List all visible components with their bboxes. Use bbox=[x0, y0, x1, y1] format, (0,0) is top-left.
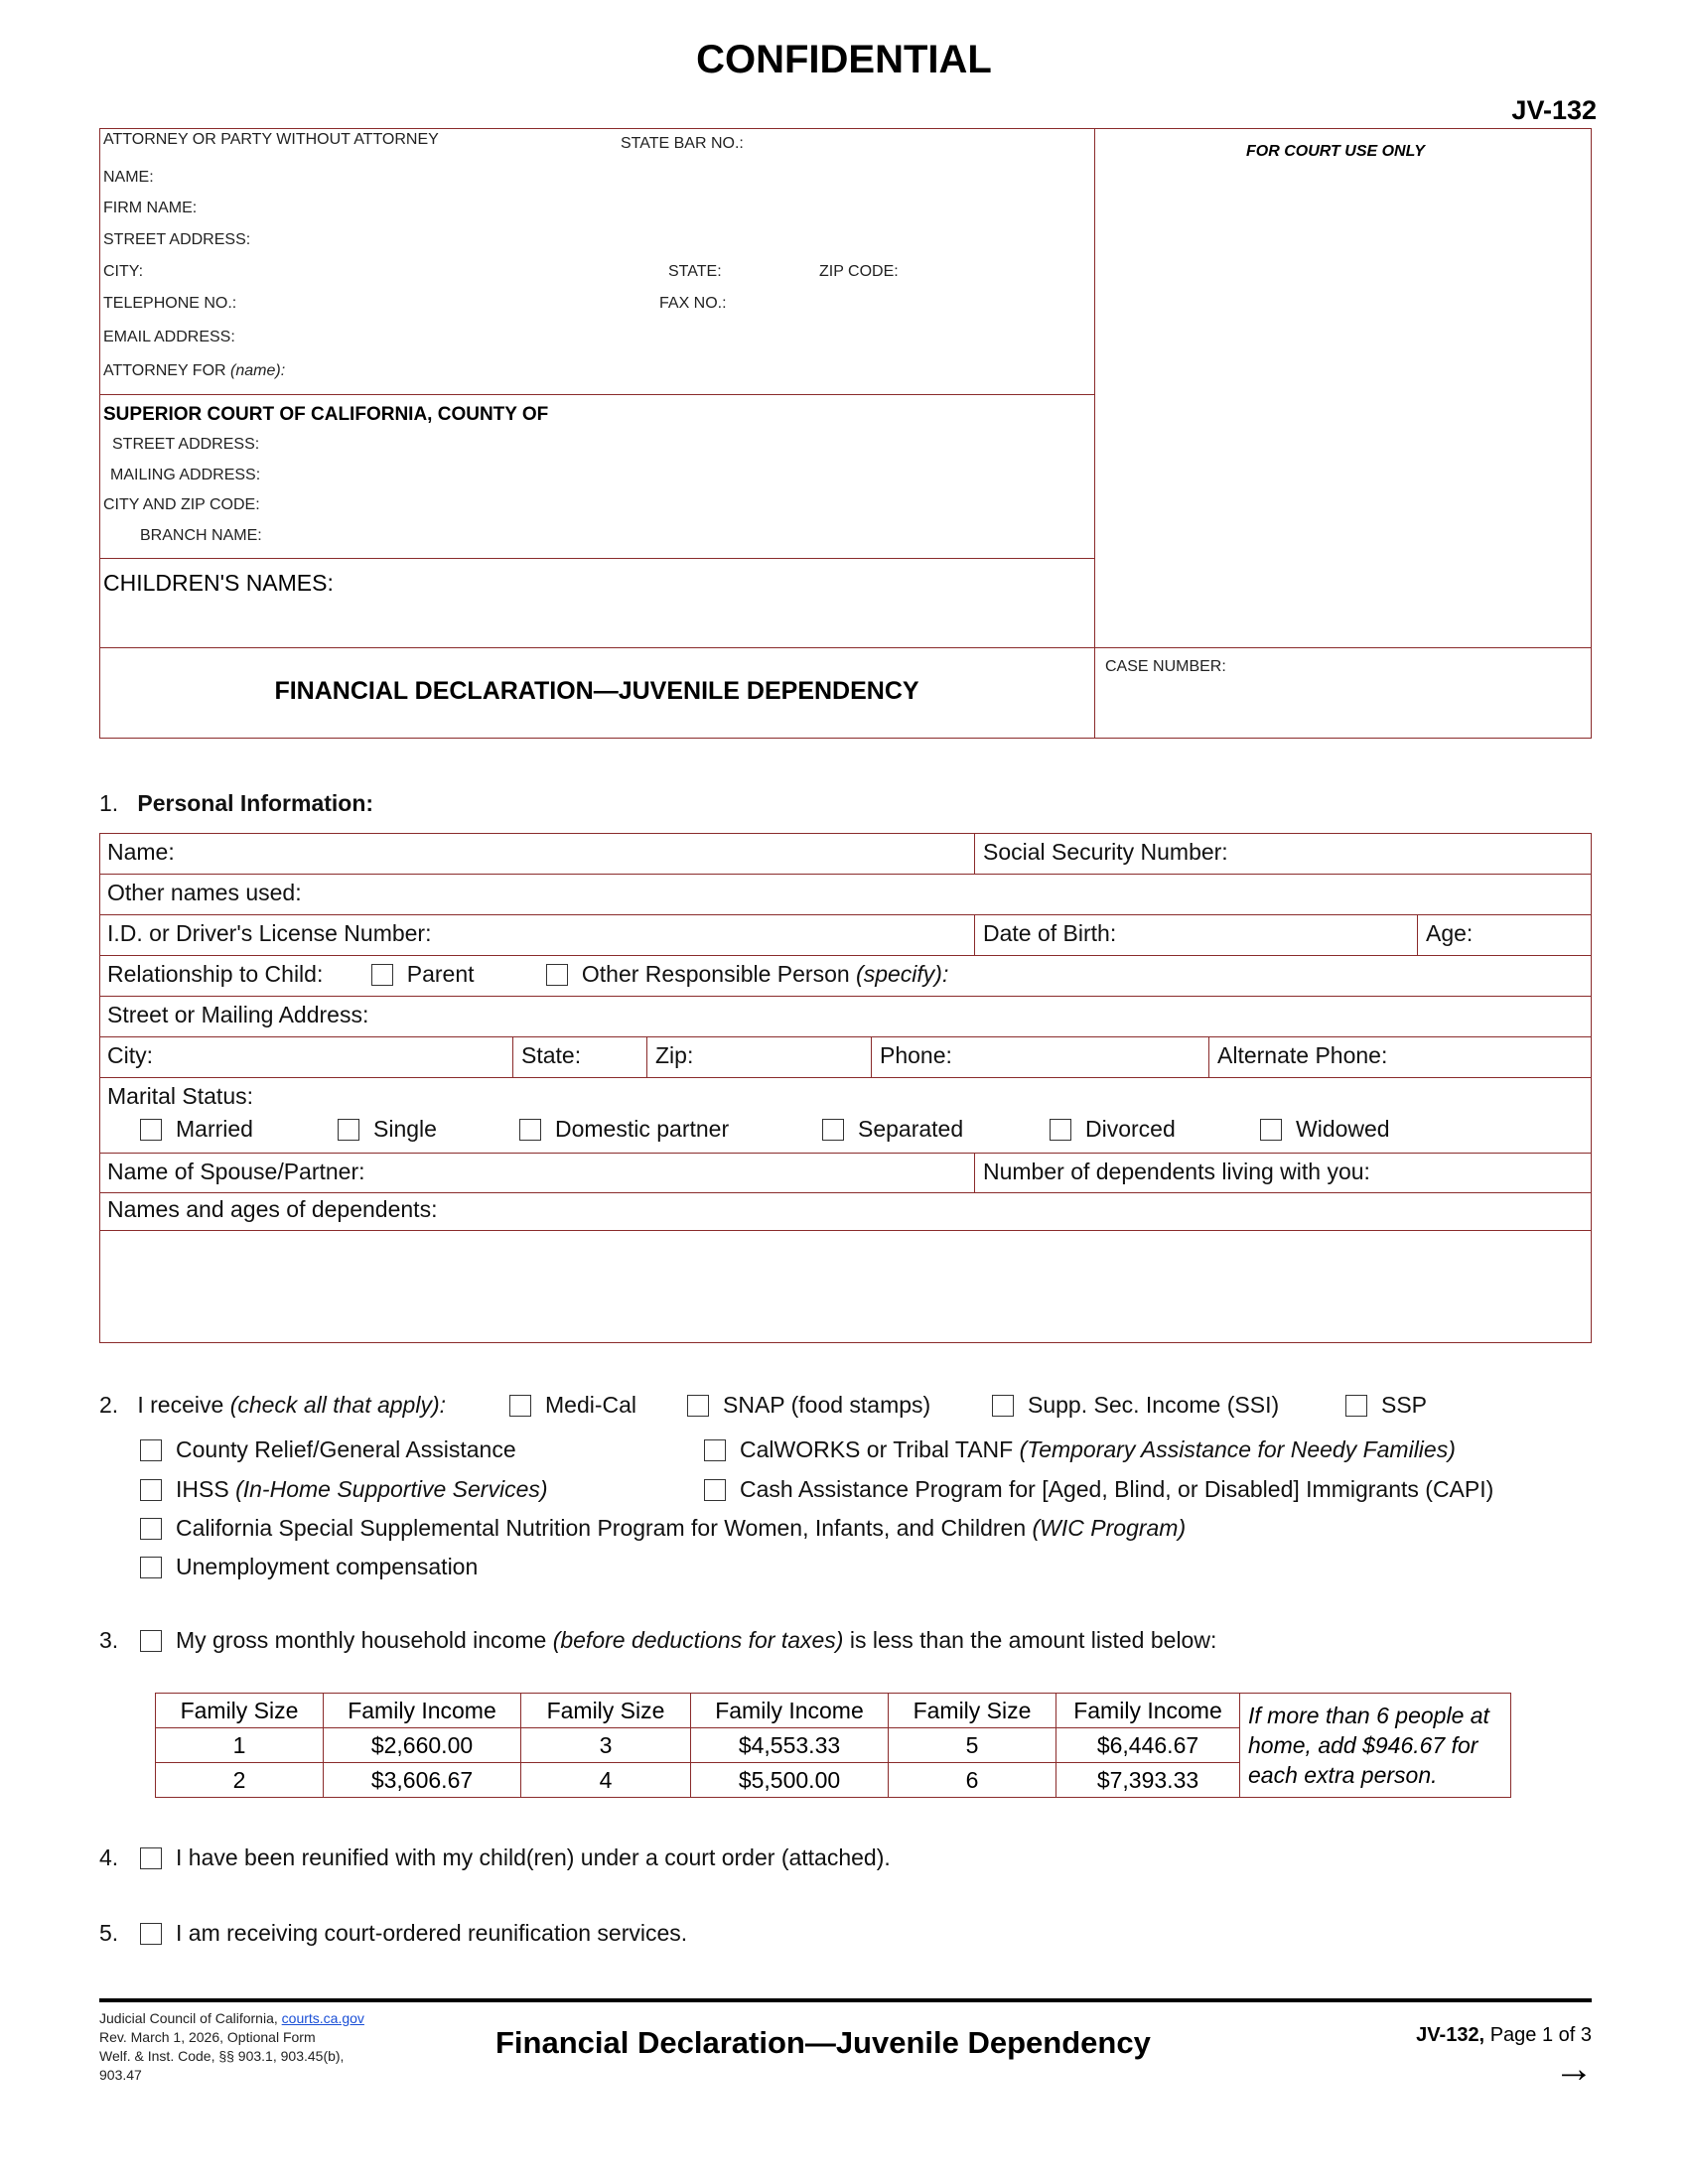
single-checkbox[interactable] bbox=[338, 1119, 359, 1141]
ssp-checkbox[interactable] bbox=[1345, 1395, 1367, 1417]
marital-single[interactable] bbox=[338, 1116, 437, 1143]
medi-cal-option[interactable] bbox=[509, 1392, 636, 1419]
ssi-checkbox[interactable] bbox=[992, 1395, 1014, 1417]
marital-widowed[interactable] bbox=[1260, 1116, 1390, 1143]
calworks-label: CalWORKS or Tribal TANF bbox=[740, 1436, 1014, 1462]
calworks-option[interactable] bbox=[704, 1436, 1456, 1463]
table-cell: $2,660.00 bbox=[324, 1728, 521, 1763]
next-page-arrow-icon[interactable]: → bbox=[1554, 2047, 1594, 2091]
relationship-row bbox=[107, 961, 948, 988]
court-title: SUPERIOR COURT OF CALIFORNIA, COUNTY OF bbox=[103, 404, 549, 425]
court-mailing-label[interactable]: MAILING ADDRESS: bbox=[110, 467, 261, 483]
table-cell: $7,393.33 bbox=[1056, 1763, 1240, 1798]
column-header: Family Size bbox=[521, 1694, 691, 1728]
separated-checkbox[interactable] bbox=[822, 1119, 844, 1141]
attorney-state-label[interactable]: STATE: bbox=[668, 263, 722, 280]
county-relief-label: County Relief/General Assistance bbox=[176, 1436, 516, 1462]
ihss-label: IHSS bbox=[176, 1476, 229, 1502]
footer-code2: 903.47 bbox=[99, 2067, 142, 2083]
section4-statement[interactable] bbox=[140, 1844, 891, 1871]
wic-label: California Special Supplemental Nutrition Program for Women, Infants, and Children bbox=[176, 1515, 1027, 1541]
attorney-for-note: (name): bbox=[230, 362, 286, 379]
section3-number: 3. bbox=[99, 1627, 119, 1653]
dependents-names-field[interactable]: Names and ages of dependents: bbox=[107, 1196, 438, 1222]
wic-option[interactable] bbox=[140, 1515, 1186, 1542]
footer-title: Financial Declaration—Juvenile Dependency bbox=[495, 2025, 1151, 2060]
married-label: Married bbox=[176, 1116, 253, 1142]
footer-page bbox=[1416, 2024, 1592, 2047]
footer-council: Judicial Council of California, bbox=[99, 2010, 278, 2026]
table-cell: 6 bbox=[889, 1763, 1056, 1798]
column-header: Family Income bbox=[691, 1694, 889, 1728]
personal-info-table bbox=[99, 833, 1592, 1343]
street-field[interactable]: Street or Mailing Address: bbox=[107, 1002, 369, 1027]
section2-intro-note: (check all that apply): bbox=[229, 1392, 447, 1418]
domestic-partner-checkbox[interactable] bbox=[519, 1119, 541, 1141]
section5-text: I am receiving court-ordered reunification services. bbox=[176, 1920, 688, 1946]
section4-number: 4. bbox=[99, 1844, 119, 1870]
ssn-field[interactable]: Social Security Number: bbox=[983, 839, 1228, 865]
ssi-label: Supp. Sec. Income (SSI) bbox=[1028, 1392, 1280, 1418]
parent-checkbox[interactable] bbox=[371, 964, 393, 986]
ssp-option[interactable] bbox=[1345, 1392, 1427, 1419]
section1-title: Personal Information: bbox=[137, 790, 374, 816]
court-use-label: FOR COURT USE ONLY bbox=[1246, 143, 1425, 160]
divorced-label: Divorced bbox=[1085, 1116, 1176, 1142]
footer-rule bbox=[99, 1998, 1592, 2002]
reunification-services-checkbox[interactable] bbox=[140, 1923, 162, 1945]
ihss-note: (In-Home Supportive Services) bbox=[235, 1476, 548, 1502]
attorney-for-text: ATTORNEY FOR bbox=[103, 362, 226, 379]
section4-text: I have been reunified with my child(ren) under a court order (attached). bbox=[176, 1844, 891, 1870]
footer-link[interactable]: courts.ca.gov bbox=[281, 2010, 364, 2026]
medi-cal-checkbox[interactable] bbox=[509, 1395, 531, 1417]
unemployment-option[interactable] bbox=[140, 1554, 478, 1580]
email-label[interactable]: EMAIL ADDRESS: bbox=[103, 329, 235, 345]
attorney-street-label[interactable]: STREET ADDRESS: bbox=[103, 231, 251, 248]
widowed-label: Widowed bbox=[1296, 1116, 1390, 1142]
section5-statement[interactable] bbox=[140, 1920, 687, 1947]
attorney-for-label[interactable] bbox=[103, 362, 285, 380]
section3-text-note: (before deductions for taxes) bbox=[552, 1627, 844, 1653]
column-header: Family Income bbox=[1056, 1694, 1240, 1728]
section1-heading bbox=[99, 790, 373, 817]
widowed-checkbox[interactable] bbox=[1260, 1119, 1282, 1141]
footer-meta bbox=[99, 2009, 364, 2085]
calworks-note: (Temporary Assistance for Needy Families) bbox=[1019, 1436, 1456, 1462]
fax-label[interactable]: FAX NO.: bbox=[659, 295, 727, 312]
column-header: Family Income bbox=[324, 1694, 521, 1728]
capi-option[interactable] bbox=[704, 1476, 1493, 1503]
id-license-field[interactable]: I.D. or Driver's License Number: bbox=[107, 920, 432, 946]
footer-page-number: Page 1 of 3 bbox=[1489, 2024, 1592, 2046]
case-number-label[interactable]: CASE NUMBER: bbox=[1105, 658, 1226, 675]
domestic-partner-label: Domestic partner bbox=[555, 1116, 730, 1142]
table-cell: $6,446.67 bbox=[1056, 1728, 1240, 1763]
marital-separated[interactable] bbox=[822, 1116, 963, 1143]
section2-intro bbox=[99, 1392, 446, 1419]
table-header-row bbox=[156, 1694, 1511, 1728]
table-cell: $5,500.00 bbox=[691, 1763, 889, 1798]
footer-rev: Rev. March 1, 2026, Optional Form bbox=[99, 2029, 316, 2045]
name-field[interactable]: Name: bbox=[107, 839, 175, 865]
section3-text-a: My gross monthly household income bbox=[176, 1627, 547, 1653]
section1-number: 1. bbox=[99, 790, 119, 816]
capi-label: Cash Assistance Program for [Aged, Blind, or Disabled] Immigrants (CAPI) bbox=[740, 1476, 1494, 1502]
table-cell: 5 bbox=[889, 1728, 1056, 1763]
marital-married[interactable] bbox=[140, 1116, 253, 1143]
court-street-label[interactable]: STREET ADDRESS: bbox=[112, 436, 260, 453]
table-cell: $4,553.33 bbox=[691, 1728, 889, 1763]
married-checkbox[interactable] bbox=[140, 1119, 162, 1141]
attorney-zip-label[interactable]: ZIP CODE: bbox=[819, 263, 899, 280]
attorney-title: ATTORNEY OR PARTY WITHOUT ATTORNEY bbox=[103, 131, 439, 148]
unemployment-checkbox[interactable] bbox=[140, 1557, 162, 1578]
footer-form-id: JV-132, bbox=[1416, 2024, 1485, 2046]
table-cell: 2 bbox=[156, 1763, 324, 1798]
court-branch-label[interactable]: BRANCH NAME: bbox=[140, 527, 262, 544]
relationship-label: Relationship to Child: bbox=[107, 961, 324, 987]
county-relief-checkbox[interactable] bbox=[140, 1439, 162, 1461]
separated-label: Separated bbox=[858, 1116, 964, 1142]
other-person-checkbox[interactable] bbox=[546, 964, 568, 986]
firm-name-label[interactable]: FIRM NAME: bbox=[103, 200, 198, 216]
capi-checkbox[interactable] bbox=[704, 1479, 726, 1501]
unemployment-label: Unemployment compensation bbox=[176, 1554, 479, 1579]
children-names-label[interactable]: CHILDREN'S NAMES: bbox=[103, 570, 334, 596]
marital-domestic-partner[interactable] bbox=[519, 1116, 729, 1143]
ihss-option[interactable] bbox=[140, 1476, 548, 1503]
single-label: Single bbox=[373, 1116, 437, 1142]
table-cell: 1 bbox=[156, 1728, 324, 1763]
section3-statement[interactable] bbox=[140, 1627, 1216, 1654]
telephone-label[interactable]: TELEPHONE NO.: bbox=[103, 295, 237, 312]
form-id: JV-132 bbox=[1511, 95, 1597, 125]
footer-council-line bbox=[99, 2009, 364, 2028]
form-title: FINANCIAL DECLARATION—JUVENILE DEPENDENCY bbox=[274, 677, 919, 705]
ssp-label: SSP bbox=[1381, 1392, 1428, 1418]
snap-label: SNAP (food stamps) bbox=[723, 1392, 931, 1418]
zip-field[interactable]: Zip: bbox=[655, 1042, 694, 1068]
ihss-checkbox[interactable] bbox=[140, 1479, 162, 1501]
marital-status-label: Marital Status: bbox=[107, 1083, 253, 1109]
alt-phone-field[interactable]: Alternate Phone: bbox=[1217, 1042, 1388, 1068]
snap-option[interactable] bbox=[687, 1392, 930, 1419]
phone-field[interactable]: Phone: bbox=[880, 1042, 952, 1068]
extra-person-note: If more than 6 people at home, add $946.67 for each extra person. bbox=[1240, 1694, 1511, 1798]
section3-text-b: is less than the amount listed below: bbox=[849, 1627, 1217, 1653]
county-relief-option[interactable] bbox=[140, 1436, 516, 1463]
section2-number: 2. bbox=[99, 1392, 119, 1418]
footer-code: Welf. & Inst. Code, §§ 903.1, 903.45(b), bbox=[99, 2048, 345, 2064]
state-field[interactable]: State: bbox=[521, 1042, 582, 1068]
confidential-heading: CONFIDENTIAL bbox=[696, 38, 992, 81]
reunified-checkbox[interactable] bbox=[140, 1847, 162, 1869]
table-cell: 3 bbox=[521, 1728, 691, 1763]
dependents-count-field[interactable]: Number of dependents living with you: bbox=[983, 1159, 1370, 1184]
city-field[interactable]: City: bbox=[107, 1042, 153, 1068]
attorney-city-label[interactable]: CITY: bbox=[103, 263, 144, 280]
snap-checkbox[interactable] bbox=[687, 1395, 709, 1417]
table-cell: 4 bbox=[521, 1763, 691, 1798]
section2-intro-text: I receive bbox=[137, 1392, 224, 1418]
court-city-zip-label[interactable]: CITY AND ZIP CODE: bbox=[103, 496, 260, 513]
wic-note: (WIC Program) bbox=[1032, 1515, 1187, 1541]
column-header: Family Size bbox=[889, 1694, 1056, 1728]
age-field[interactable]: Age: bbox=[1426, 920, 1474, 946]
wic-checkbox[interactable] bbox=[140, 1518, 162, 1540]
dob-field[interactable]: Date of Birth: bbox=[983, 920, 1117, 946]
attorney-name-label[interactable]: NAME: bbox=[103, 169, 154, 186]
section5-number: 5. bbox=[99, 1920, 119, 1946]
other-person-label: Other Responsible Person bbox=[581, 961, 850, 987]
other-person-note: (specify): bbox=[856, 961, 949, 987]
spouse-field[interactable]: Name of Spouse/Partner: bbox=[107, 1159, 365, 1184]
divorced-checkbox[interactable] bbox=[1050, 1119, 1071, 1141]
income-checkbox[interactable] bbox=[140, 1630, 162, 1652]
parent-label: Parent bbox=[406, 961, 475, 987]
table-cell: $3,606.67 bbox=[324, 1763, 521, 1798]
calworks-checkbox[interactable] bbox=[704, 1439, 726, 1461]
income-table bbox=[155, 1693, 1511, 1798]
other-names-field[interactable]: Other names used: bbox=[107, 880, 302, 905]
column-header: Family Size bbox=[156, 1694, 324, 1728]
medi-cal-label: Medi-Cal bbox=[545, 1392, 637, 1418]
state-bar-label: STATE BAR NO.: bbox=[621, 135, 744, 152]
ssi-option[interactable] bbox=[992, 1392, 1279, 1419]
marital-divorced[interactable] bbox=[1050, 1116, 1176, 1143]
